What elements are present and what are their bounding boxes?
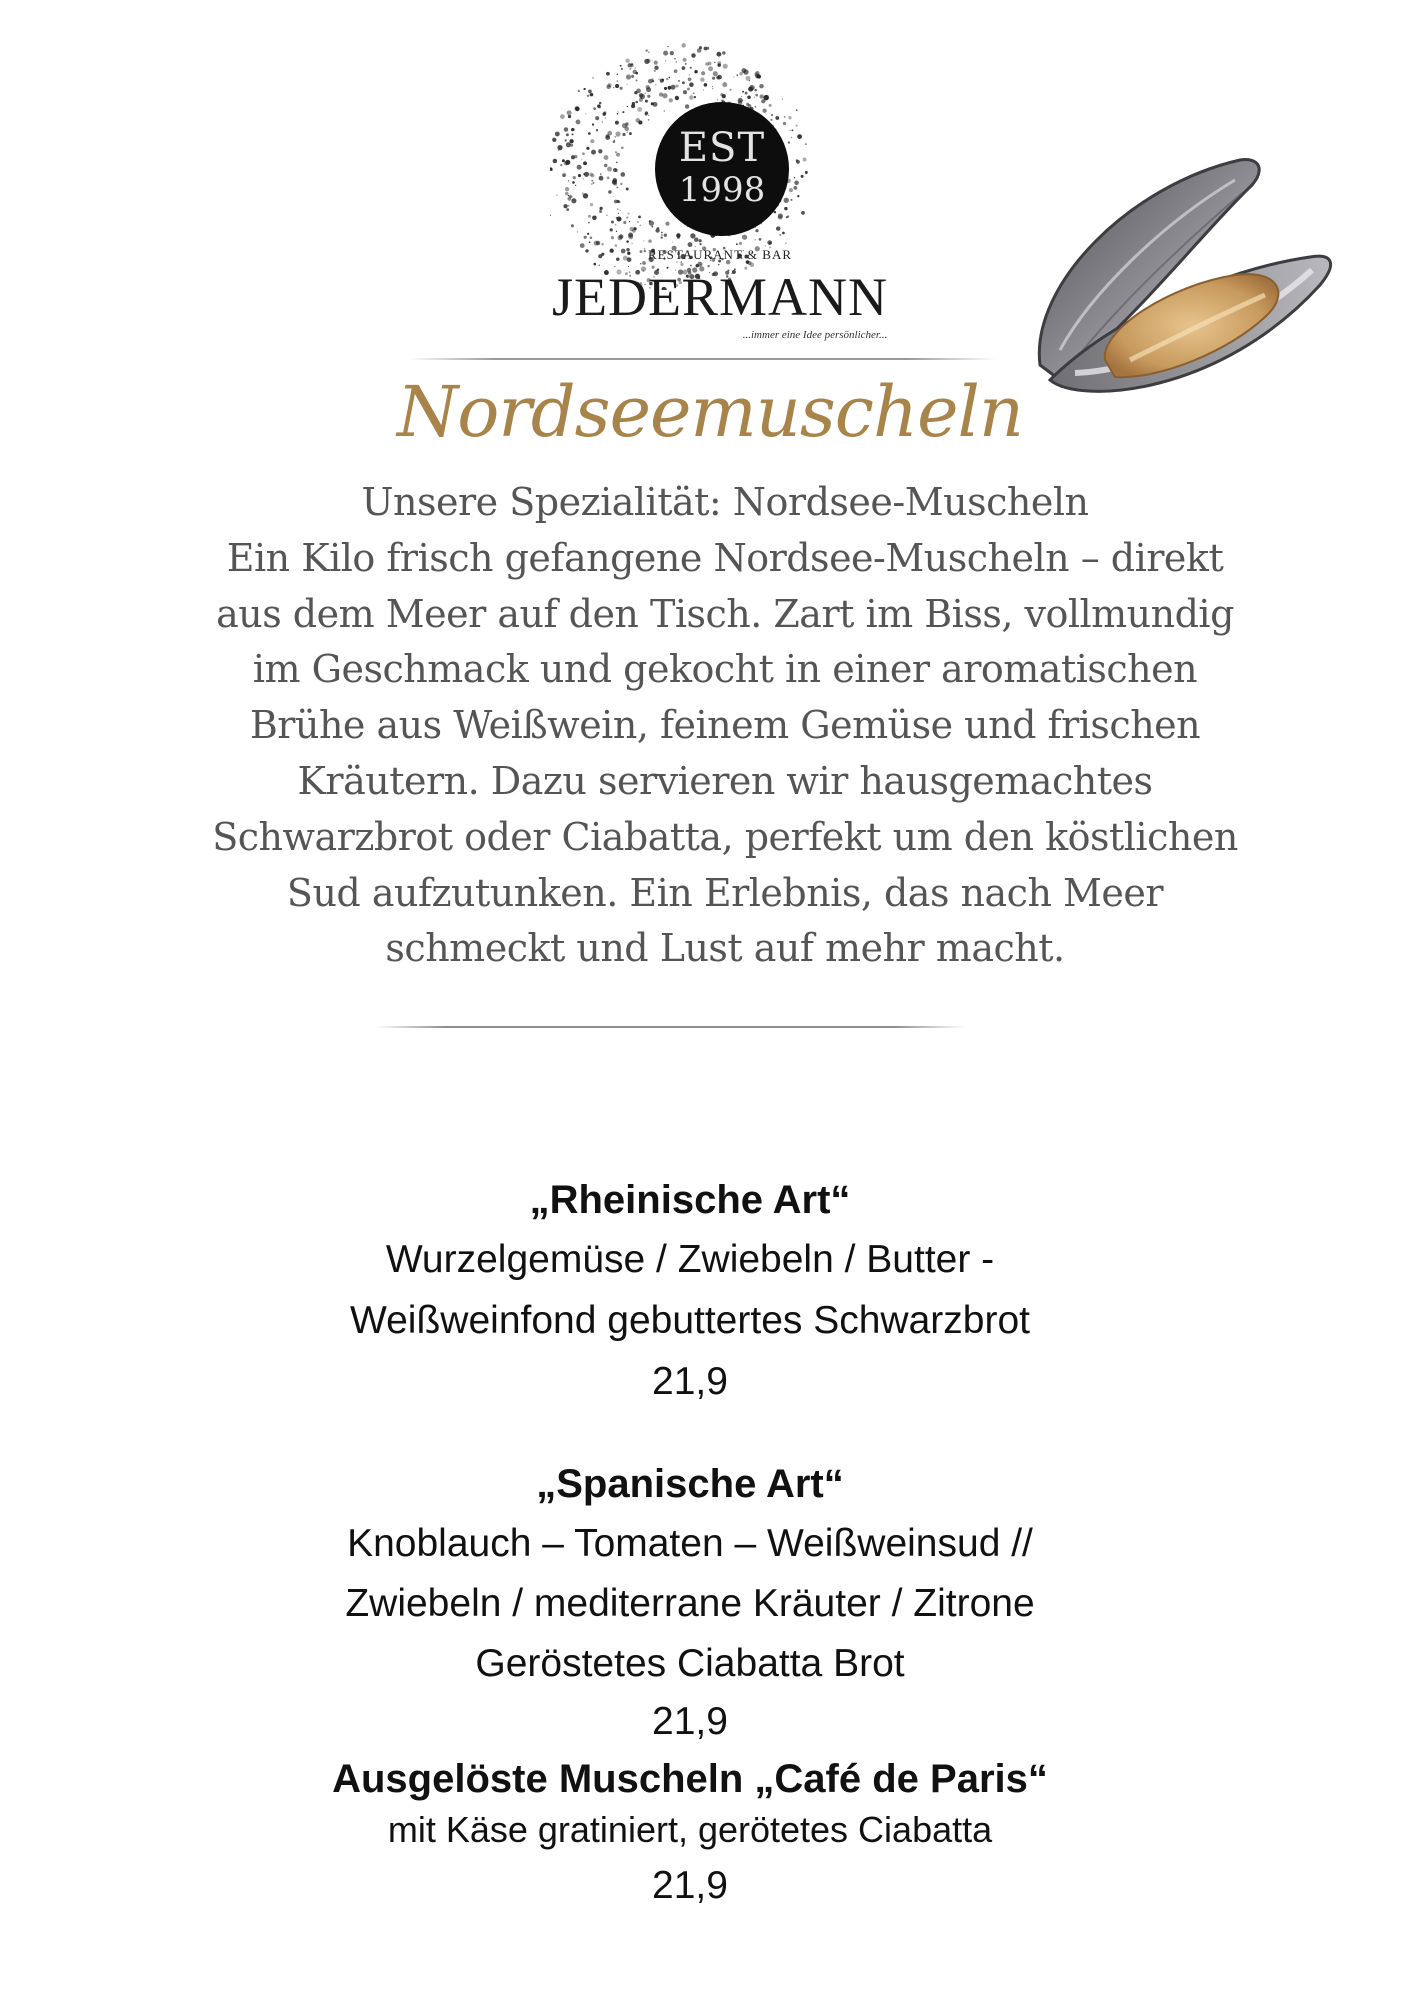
- menu-item-description: Zwiebeln / mediterrane Kräuter / Zitrone: [345, 1582, 1035, 1625]
- bottom-divider: [375, 1026, 965, 1028]
- intro-line: im Geschmack und gekocht in einer aromatischen: [252, 647, 1198, 692]
- menu-item-price: 21,9: [652, 1864, 728, 1907]
- menu-items: [190, 1170, 1190, 1916]
- intro-line: Unsere Spezialität: Nordsee-Muscheln: [361, 480, 1089, 524]
- restaurant-logo: [520, 40, 920, 350]
- logo-tagline: ...immer eine Idee persönlicher...: [742, 329, 888, 341]
- logo-name: JEDERMANN: [551, 267, 888, 327]
- mussel-illustration: [1020, 145, 1340, 415]
- logo-subtitle: RESTAURANT & BAR: [647, 247, 792, 262]
- menu-item-description: Wurzelgemüse / Zwiebeln / Butter -: [385, 1238, 995, 1281]
- menu-item-name: „Spanische Art“: [536, 1462, 844, 1506]
- intro-paragraph: [150, 475, 1300, 977]
- menu-item-description: mit Käse gratiniert, gerötetes Ciabatta: [387, 1809, 993, 1850]
- intro-line: Sud aufzutunken. Ein Erlebnis, das nach Meer: [286, 870, 1164, 915]
- intro-line: Brühe aus Weißwein, feinem Gemüse und frischen: [249, 703, 1201, 748]
- menu-item-name: Ausgelöste Muscheln „Café de Paris“: [332, 1757, 1048, 1801]
- title-text: Nordseemuscheln: [396, 371, 1024, 453]
- menu-item: [190, 1454, 1190, 1750]
- est-badge: [655, 102, 789, 236]
- menu-item: [190, 1754, 1190, 1916]
- menu-item-description: Weißweinfond gebuttertes Schwarzbrot: [350, 1299, 1030, 1342]
- intro-line: Ein Kilo frisch gefangene Nordsee-Muscheln – direkt: [226, 535, 1224, 580]
- intro-line: Schwarzbrot oder Ciabatta, perfekt um den köstlichen: [212, 814, 1238, 859]
- badge-est-text: EST: [678, 125, 766, 171]
- badge-year-text: 1998: [678, 170, 766, 210]
- menu-item-description: Knoblauch – Tomaten – Weißweinsud //: [347, 1522, 1033, 1565]
- intro-line: aus dem Meer auf den Tisch. Zart im Biss, vollmundig: [216, 591, 1234, 636]
- intro-line: schmeckt und Lust auf mehr macht.: [385, 926, 1065, 971]
- menu-item-price: 21,9: [652, 1700, 728, 1743]
- menu-item-price: 21,9: [652, 1360, 728, 1403]
- script-title: [380, 356, 1040, 466]
- intro-line: Kräutern. Dazu servieren wir hausgemachtes: [297, 758, 1153, 803]
- menu-item-description: Geröstetes Ciabatta Brot: [475, 1642, 905, 1685]
- menu-item: [190, 1170, 1190, 1412]
- menu-item-name: „Rheinische Art“: [529, 1178, 851, 1222]
